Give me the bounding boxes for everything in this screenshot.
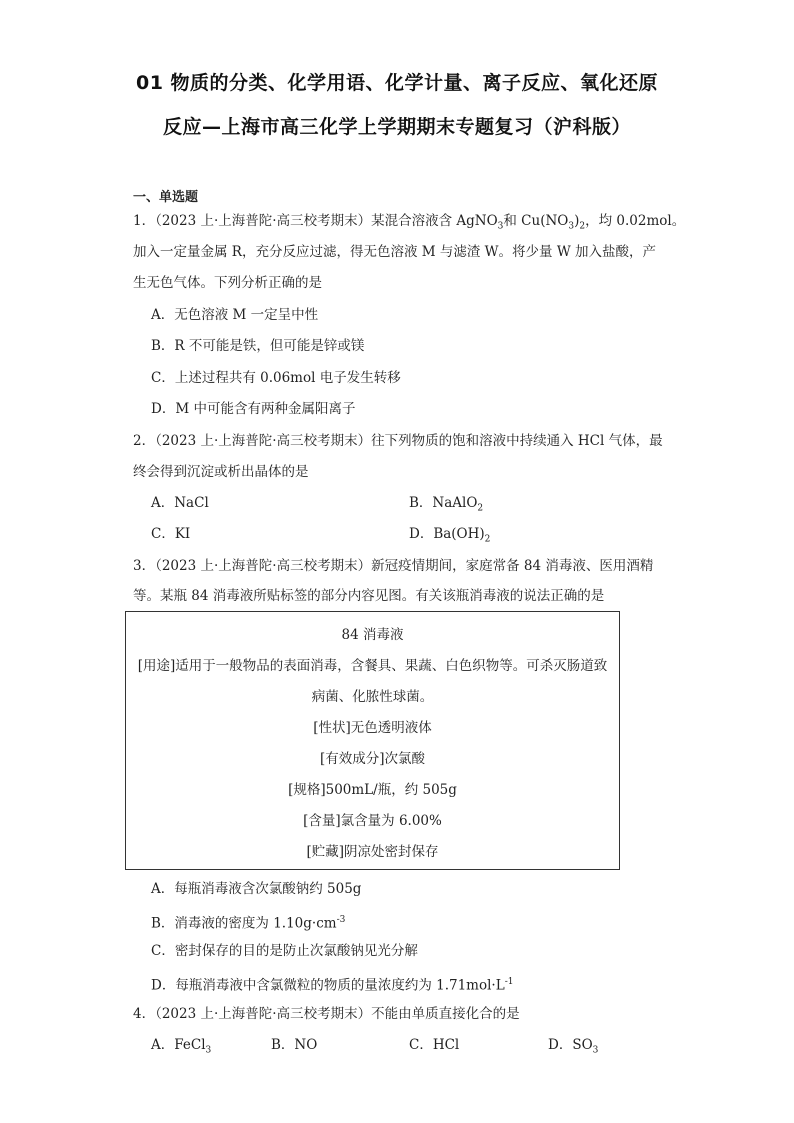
question-2-option-c: C．KI: [151, 526, 191, 542]
label-specification: [规格]500mL/瓶，约 505g: [288, 782, 457, 798]
label-content: [含量]氯含量为 6.00%: [303, 813, 442, 829]
question-1-stem-line-3: 生无色气体。下列分析正确的是: [133, 275, 322, 291]
label-usage-line-2: 病菌、化脓性球菌。: [311, 689, 434, 705]
question-3-option-a: A．每瓶消毒液含次氯酸钠约 505g: [151, 881, 362, 897]
question-1-stem-line-2: 加入一定量金属 R，充分反应过滤，得无色溶液 M 与滤渣 W。将少量 W 加入盐酸，产: [133, 244, 656, 260]
label-active-ingredient: [有效成分]次氯酸: [319, 751, 426, 767]
question-1-option-c: C．上述过程共有 0.06mol 电子发生转移: [151, 370, 401, 386]
question-3-stem-line-2: 等。某瓶 84 消毒液所贴标签的部分内容见图。有关该瓶消毒液的说法正确的是: [133, 588, 605, 604]
question-2-option-a: A．NaCl: [151, 495, 209, 511]
question-2-stem-line-2: 终会得到沉淀或析出晶体的是: [133, 464, 309, 480]
label-property: [性状]无色透明液体: [313, 720, 432, 736]
disinfectant-label-box: [125, 611, 620, 870]
label-product-name: 84 消毒液: [341, 627, 404, 643]
question-2-option-d: D．$Ba(OH)_2$: [409, 526, 491, 545]
question-3-option-b: B．消毒液的密度为 $1.10g\cdot cm^{-3}$: [151, 915, 346, 932]
question-4-option-a: A．FeCl$_3$: [151, 1037, 212, 1056]
label-storage: [贮藏]阴凉处密封保存: [306, 844, 439, 860]
document-title-line-2: 反应—上海市高三化学上学期期末专题复习（沪科版）: [162, 116, 631, 138]
question-2-stem-line-1: 2．（2023 上·上海普陀·高三校考期末）往下列物质的饱和溶液中持续通入 HCl 气体，最: [133, 433, 663, 449]
question-4-stem-line-1: 4．（2023 上·上海普陀·高三校考期末）不能由单质直接化合的是: [133, 1006, 520, 1022]
label-usage-line-1: [用途]适用于一般物品的表面消毒，含餐具、果蔬、白色织物等。可杀灭肠道致: [137, 658, 608, 674]
question-1-stem-line-1: 1．（2023 上·上海普陀·高三校考期末）某混合溶液含 AgNO$_3$和 $Cu(NO_3)_2$，均 0.02mol。: [133, 213, 686, 232]
question-3-option-c: C．密封保存的目的是防止次氯酸钠见光分解: [151, 943, 418, 959]
question-1-option-b: B．R 不可能是铁，但可能是锌或镁: [151, 338, 365, 354]
question-4-option-b: B．NO: [271, 1037, 318, 1053]
question-3-stem-line-1: 3．（2023 上·上海普陀·高三校考期末）新冠疫情期间，家庭常备 84 消毒液、医用酒精: [133, 558, 654, 574]
question-4-option-c: C．HCl: [409, 1037, 460, 1053]
question-1-option-a: A．无色溶液 M 一定呈中性: [151, 307, 319, 323]
question-2-option-b: B．NaAlO$_2$: [409, 495, 484, 514]
section-heading: 一、单选题: [133, 190, 199, 205]
question-1-option-d: D．M 中可能含有两种金属阳离子: [151, 401, 356, 417]
question-4-option-d: D．$SO_3$: [548, 1037, 599, 1056]
document-title-line-1: 01 物质的分类、化学用语、化学计量、离子反应、氧化还原: [135, 72, 659, 94]
question-3-option-d: D．每瓶消毒液中含氯微粒的物质的量浓度约为 $1.71mol\cdot L^{-1}$: [151, 977, 514, 994]
